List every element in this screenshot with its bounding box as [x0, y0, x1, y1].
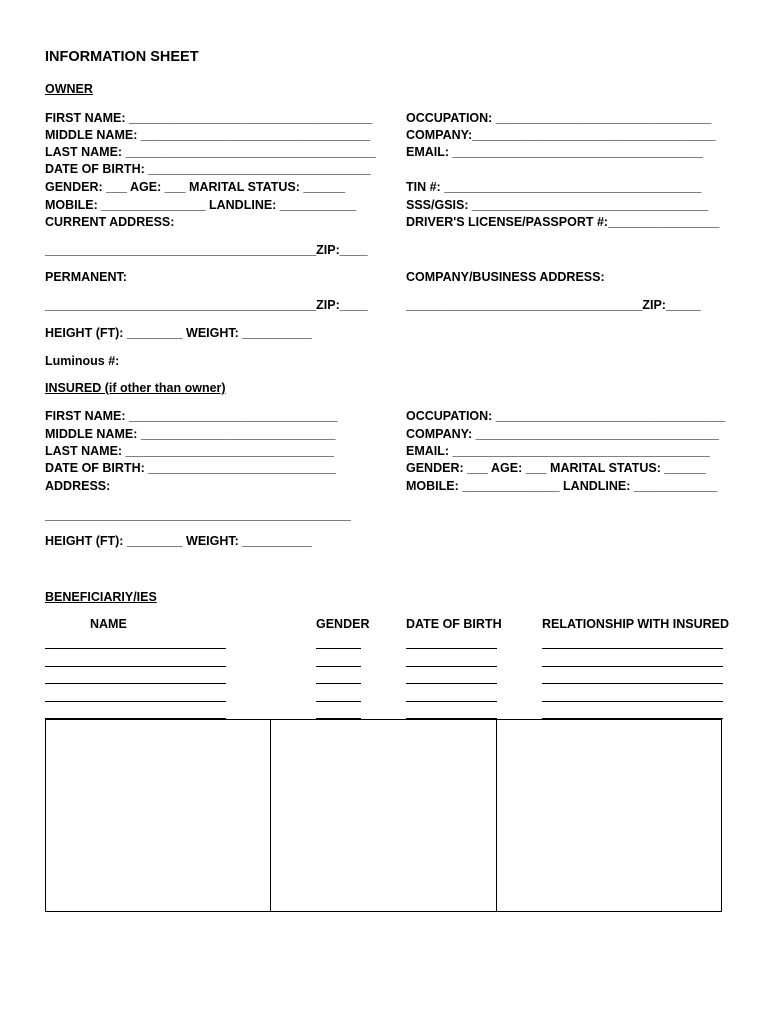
beneficiary-gender-line[interactable] [316, 648, 361, 649]
owner-heading: OWNER [45, 82, 93, 96]
owner-company-field[interactable]: COMPANY:___________________________________ [406, 128, 716, 142]
beneficiary-relationship-line[interactable] [542, 701, 723, 702]
insured-date-of-birth-field[interactable]: DATE OF BIRTH: ___________________________ [45, 461, 336, 475]
owner-last-name-field[interactable]: LAST NAME: ____________________________________ [45, 145, 376, 159]
beneficiary-name-line[interactable] [45, 683, 226, 684]
owner-permanent-label: PERMANENT: [45, 270, 127, 284]
insured-company-field[interactable]: COMPANY: ___________________________________ [406, 427, 719, 441]
beneficiary-col-gender: GENDER [316, 617, 370, 631]
insured-first-name-field[interactable]: FIRST NAME: ______________________________ [45, 409, 338, 423]
beneficiary-relationship-line[interactable] [542, 666, 723, 667]
owner-current-address-zip-field[interactable]: _______________________________________ZIP:____ [45, 243, 368, 257]
insured-middle-name-field[interactable]: MIDDLE NAME: ____________________________ [45, 427, 336, 441]
owner-permanent-zip-field[interactable]: _______________________________________ZIP:____ [45, 298, 368, 312]
beneficiary-gender-line[interactable] [316, 701, 361, 702]
beneficiary-relationship-line[interactable] [542, 648, 723, 649]
owner-height-weight-field[interactable]: HEIGHT (FT): ________ WEIGHT: __________ [45, 326, 312, 340]
owner-company-zip-field[interactable]: __________________________________ZIP:_____ [406, 298, 701, 312]
insured-height-weight-field[interactable]: HEIGHT (FT): ________ WEIGHT: __________ [45, 534, 312, 548]
owner-date-of-birth-field[interactable]: DATE OF BIRTH: ________________________________ [45, 162, 371, 176]
beneficiary-dob-line[interactable] [406, 683, 497, 684]
beneficiary-dob-line[interactable] [406, 701, 497, 702]
owner-license-passport-field[interactable]: DRIVER'S LICENSE/PASSPORT #:________________ [406, 215, 720, 229]
owner-company-address-label: COMPANY/BUSINESS ADDRESS: [406, 270, 605, 284]
insured-gender-age-marital-field[interactable]: GENDER: ___ AGE: ___ MARITAL STATUS: ______ [406, 461, 707, 475]
beneficiary-gender-line[interactable] [316, 666, 361, 667]
owner-mobile-landline-field[interactable]: MOBILE: _______________ LANDLINE: ___________ [45, 198, 357, 212]
signature-box-grid [45, 719, 722, 912]
beneficiary-name-line[interactable] [45, 701, 226, 702]
insured-last-name-field[interactable]: LAST NAME: ______________________________ [45, 444, 335, 458]
owner-middle-name-field[interactable]: MIDDLE NAME: _________________________________ [45, 128, 371, 142]
beneficiaries-heading: BENEFICIARIY/IES [45, 590, 157, 604]
page-title: INFORMATION SHEET [45, 49, 199, 65]
insured-heading: INSURED (if other than owner) [45, 381, 226, 395]
insured-address-line-field[interactable]: ____________________________________________ [45, 508, 351, 522]
insured-email-field[interactable]: EMAIL: _____________________________________ [406, 444, 710, 458]
owner-first-name-field[interactable]: FIRST NAME: ___________________________________ [45, 111, 373, 125]
beneficiary-col-name: NAME [90, 617, 127, 631]
beneficiary-col-relationship: RELATIONSHIP WITH INSURED [542, 617, 730, 631]
beneficiary-gender-line[interactable] [316, 683, 361, 684]
beneficiary-relationship-line[interactable] [542, 683, 723, 684]
insured-address-label: ADDRESS: [45, 479, 111, 493]
beneficiary-dob-line[interactable] [406, 666, 497, 667]
beneficiary-name-line[interactable] [45, 666, 226, 667]
beneficiary-dob-line[interactable] [406, 648, 497, 649]
insured-mobile-landline-field[interactable]: MOBILE: ______________ LANDLINE: ____________ [406, 479, 718, 493]
box-cell-1[interactable] [46, 720, 271, 911]
owner-tin-field[interactable]: TIN #: _____________________________________ [406, 180, 702, 194]
box-cell-3[interactable] [497, 720, 721, 911]
beneficiary-name-line[interactable] [45, 648, 226, 649]
beneficiary-col-date-of-birth: DATE OF BIRTH [406, 617, 502, 631]
owner-sss-gsis-field[interactable]: SSS/GSIS: __________________________________ [406, 198, 709, 212]
insured-occupation-field[interactable]: OCCUPATION: _________________________________ [406, 409, 726, 423]
box-cell-2[interactable] [271, 720, 496, 911]
owner-luminous-field[interactable]: Luminous #: [45, 354, 120, 368]
owner-occupation-field[interactable]: OCCUPATION: _______________________________ [406, 111, 712, 125]
owner-gender-age-marital-field[interactable]: GENDER: ___ AGE: ___ MARITAL STATUS: ______ [45, 180, 346, 194]
owner-current-address-label: CURRENT ADDRESS: [45, 215, 175, 229]
owner-email-field[interactable]: EMAIL: ____________________________________ [406, 145, 703, 159]
